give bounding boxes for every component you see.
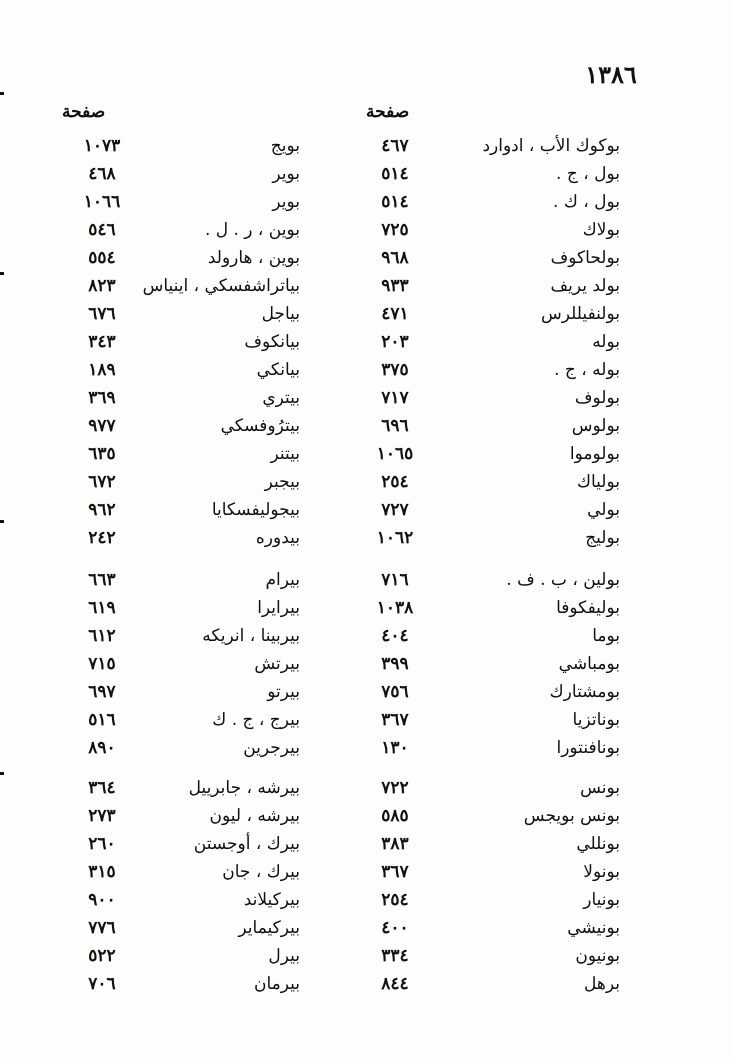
index-row <box>0 468 732 496</box>
index-row <box>0 678 732 706</box>
left-page-number: ٢٧٣ <box>88 806 116 826</box>
right-entry-name: بولحاكوف <box>550 248 620 268</box>
index-row <box>0 858 732 886</box>
right-page-number: ٣٧٥ <box>381 360 409 380</box>
left-entry-name: بيترُوفسكي <box>220 416 300 436</box>
left-entry-name: بيركيماير <box>238 918 300 938</box>
left-page-number: ٢٤٢ <box>88 528 116 548</box>
left-entry-name: بيجبر <box>264 472 300 492</box>
left-page-number: ٥٢٢ <box>88 946 116 966</box>
index-row <box>0 412 732 440</box>
index-row <box>0 830 732 858</box>
left-entry-name: بيدوره <box>255 528 300 548</box>
left-page-number: ١٠٧٣ <box>83 136 121 156</box>
right-entry-name: بوكوك الأب ، ادوارد <box>482 136 620 156</box>
right-page-number: ٨٤٤ <box>381 974 409 994</box>
right-page-number: ٣٨٣ <box>381 834 409 854</box>
left-entry-name: بيرج ، ج . ك <box>212 710 300 730</box>
left-page-number: ٦١٩ <box>88 598 116 618</box>
right-entry-name: بوليفكوفا <box>556 598 620 618</box>
left-page-number: ٦٧٢ <box>88 472 116 492</box>
index-row <box>0 706 732 734</box>
right-page-number: ٩٦٨ <box>381 248 409 268</box>
right-page-number: ٢٠٣ <box>381 332 409 352</box>
left-entry-name: بيجوليفسكايا <box>211 500 300 520</box>
right-page-number: ٧١٦ <box>381 570 409 590</box>
index-row <box>0 970 732 998</box>
index-row <box>0 566 732 594</box>
right-page-number: ٢٥٤ <box>381 890 409 910</box>
right-entry-name: برهل <box>584 974 620 994</box>
left-page-number: ٩٠٠ <box>88 890 116 910</box>
right-entry-name: بولوموا <box>569 444 620 464</box>
right-page-number: ٧٢٧ <box>381 500 409 520</box>
right-entry-name: بول ، ك . <box>553 192 620 212</box>
right-entry-name: بولين ، ب . ف . <box>506 570 620 590</box>
left-page-number: ٣٦٤ <box>88 778 116 798</box>
left-entry-name: بياجل <box>261 304 300 324</box>
right-page-number: ٦٩٦ <box>381 416 409 436</box>
left-page-number: ٦٦٣ <box>88 570 116 590</box>
left-page-number: ١٠٦٦ <box>83 192 121 212</box>
index-row <box>0 622 732 650</box>
right-entry-name: بونللي <box>576 834 620 854</box>
index-row <box>0 300 732 328</box>
index-row <box>0 734 732 762</box>
index-row <box>0 440 732 468</box>
right-entry-name: بوله <box>592 332 620 352</box>
left-page-number: ٦٧٦ <box>88 304 116 324</box>
left-entry-name: بياتراشفسكي ، اينياس <box>142 276 300 296</box>
right-page-number: ٥١٤ <box>381 164 409 184</box>
right-entry-name: بولنفيللرس <box>541 304 620 324</box>
right-page-number: ١٠٦٥ <box>376 444 414 464</box>
index-row <box>0 132 732 160</box>
right-entry-name: بولياك <box>576 472 620 492</box>
index-row <box>0 650 732 678</box>
left-entry-name: بيرشه ، ليون <box>209 806 300 826</box>
left-entry-name: بيرشه ، جابرييل <box>188 778 300 798</box>
index-row <box>0 328 732 356</box>
right-page-number: ٧٢٢ <box>381 778 409 798</box>
left-page-number: ٧١٥ <box>88 654 116 674</box>
right-page-number: ٥١٤ <box>381 192 409 212</box>
index-row <box>0 594 732 622</box>
left-entry-name: بيركيلاند <box>243 890 300 910</box>
right-entry-name: بوما <box>592 626 620 646</box>
index-row <box>0 914 732 942</box>
right-page-number: ٣٦٧ <box>381 710 409 730</box>
left-entry-name: بيرك ، أوجستن <box>193 834 300 854</box>
index-row <box>0 802 732 830</box>
right-entry-name: بوليج <box>585 528 620 548</box>
left-page-number: ٨٩٠ <box>88 738 116 758</box>
left-entry-name: بيرام <box>265 570 300 590</box>
left-entry-name: بيرتش <box>254 654 300 674</box>
left-page-number: ٣١٥ <box>88 862 116 882</box>
left-page-number: ٦١٢ <box>88 626 116 646</box>
right-page-number: ٣٩٩ <box>381 654 409 674</box>
left-entry-name: بوير <box>272 192 300 212</box>
left-page-number: ٩٦٢ <box>88 500 116 520</box>
left-page-number: ٧٧٦ <box>88 918 116 938</box>
index-row <box>0 188 732 216</box>
right-page-number: ١٠٦٢ <box>376 528 414 548</box>
right-entry-name: بونيشي <box>567 918 620 938</box>
right-page-number: ٤٦٧ <box>381 136 409 156</box>
index-row <box>0 942 732 970</box>
left-page-number: ٥٥٤ <box>88 248 116 268</box>
left-page-number: ٤٦٨ <box>88 164 116 184</box>
left-entry-name: بيتنر <box>270 444 300 464</box>
left-entry-name: بيانكوف <box>244 332 300 352</box>
left-entry-name: بوين ، ر . ل . <box>204 220 300 240</box>
right-page-number: ٧٢٥ <box>381 220 409 240</box>
left-page-number: ٩٧٧ <box>88 416 116 436</box>
left-page-number: ٦٣٥ <box>88 444 116 464</box>
left-page-number: ٦٩٧ <box>88 682 116 702</box>
index-row <box>0 774 732 802</box>
right-page-number: ٧٥٦ <box>381 682 409 702</box>
right-entry-name: بولاك <box>582 220 620 240</box>
left-page-number: ٨٢٣ <box>88 276 116 296</box>
index-row <box>0 384 732 412</box>
left-entry-name: بيرمان <box>253 974 300 994</box>
right-entry-name: بونيون <box>575 946 620 966</box>
right-entry-name: بونس <box>580 778 620 798</box>
left-entry-name: بيرايرا <box>257 598 300 618</box>
left-entry-name: بوير <box>272 164 300 184</box>
left-entry-name: بوين ، هارولد <box>207 248 300 268</box>
index-row <box>0 356 732 384</box>
index-row <box>0 160 732 188</box>
right-entry-name: بونولا <box>583 862 620 882</box>
right-page-number: ٩٣٣ <box>381 276 409 296</box>
right-entry-name: بونس بويجس <box>523 806 620 826</box>
left-entry-name: بيرك ، جان <box>222 862 300 882</box>
right-entry-name: بولوف <box>574 388 620 408</box>
right-entry-name: بونيار <box>583 890 620 910</box>
left-page-number: ٥٤٦ <box>88 220 116 240</box>
left-entry-name: بيانكي <box>256 360 300 380</box>
right-page-number: ٤٠٤ <box>381 626 409 646</box>
left-page-number: ١٨٩ <box>88 360 116 380</box>
right-entry-name: بومباشي <box>558 654 620 674</box>
right-entry-name: بوناتزيا <box>572 710 620 730</box>
left-entry-name: بيرجرين <box>243 738 300 758</box>
right-entry-name: بونافنتورا <box>556 738 620 758</box>
right-page-number: ٤٧١ <box>381 304 409 324</box>
left-page-number: ٥١٦ <box>88 710 116 730</box>
right-entry-name: بولد يريف <box>550 276 620 296</box>
left-entry-name: بيرل <box>268 946 300 966</box>
column-header-left: صفحة <box>62 102 106 122</box>
right-page-number: ٣٣٤ <box>381 946 409 966</box>
right-page-number: ٤٠٠ <box>381 918 409 938</box>
right-page-number: ٢٥٤ <box>381 472 409 492</box>
left-page-number: ٣٦٩ <box>88 388 116 408</box>
right-page-number: ٥٨٥ <box>381 806 409 826</box>
right-page-number: ٣٦٧ <box>381 862 409 882</box>
left-entry-name: بيربينا ، انريكه <box>202 626 300 646</box>
right-page-number: ١٣٠ <box>381 738 409 758</box>
right-page-number: ١٠٣٨ <box>376 598 414 618</box>
index-row <box>0 216 732 244</box>
index-row <box>0 524 732 552</box>
margin-mark <box>0 92 4 95</box>
right-page-number: ٧١٧ <box>381 388 409 408</box>
index-row <box>0 244 732 272</box>
right-entry-name: بول ، ج . <box>556 164 620 184</box>
right-entry-name: بولوس <box>571 416 620 436</box>
left-page-number: ٧٠٦ <box>88 974 116 994</box>
index-row <box>0 496 732 524</box>
left-entry-name: بويج <box>270 136 300 156</box>
page-number: ١٣٨٦ <box>585 60 637 89</box>
column-header-right: صفحة <box>366 102 410 122</box>
left-page-number: ٣٤٣ <box>88 332 116 352</box>
left-page-number: ٢٦٠ <box>88 834 116 854</box>
index-row <box>0 886 732 914</box>
right-entry-name: بوله ، ج . <box>554 360 620 380</box>
left-entry-name: بيرتو <box>267 682 300 702</box>
right-entry-name: بولي <box>587 500 620 520</box>
right-entry-name: بومشتارك <box>549 682 620 702</box>
index-row <box>0 272 732 300</box>
left-entry-name: بيتري <box>262 388 300 408</box>
